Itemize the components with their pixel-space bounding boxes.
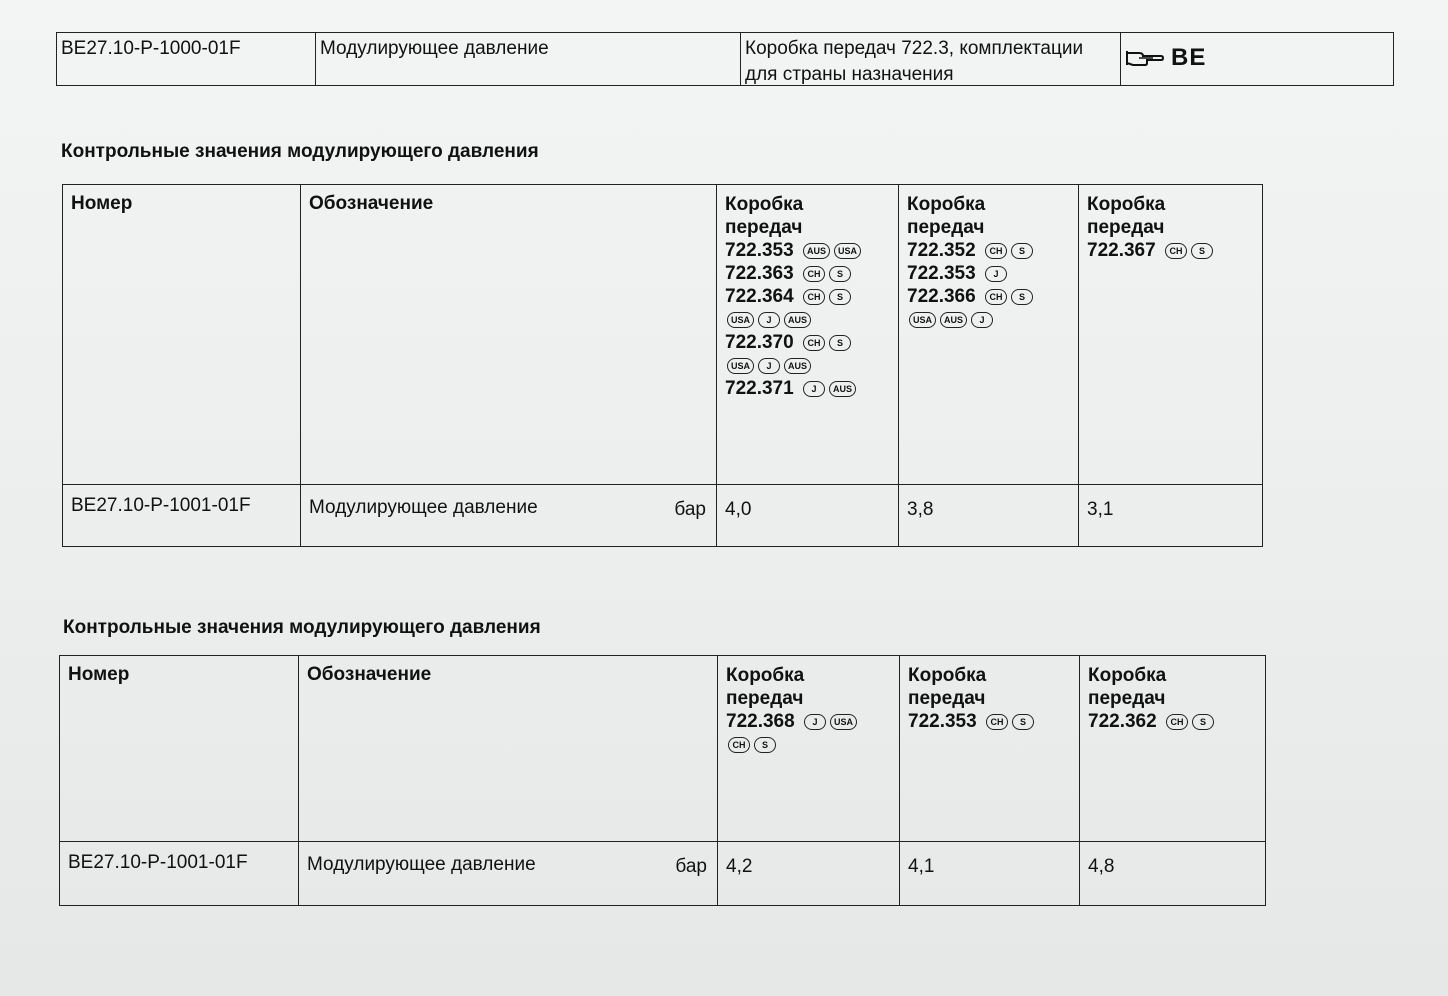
section-title-2: Контрольные значения модулирующего давления xyxy=(63,617,541,638)
country-code-badge: J xyxy=(804,714,826,730)
col-designation-header: Обозначение xyxy=(299,656,718,842)
gearbox-model-line xyxy=(725,377,890,400)
gearbox-model-line xyxy=(725,262,890,285)
gearbox-model: 722.368 xyxy=(726,711,795,732)
section-title-1: Контрольные значения модулирующего давления xyxy=(61,141,539,162)
country-code-badge: J xyxy=(758,312,780,328)
country-code-badge: CH xyxy=(985,289,1007,305)
header-doc-id: BE27.10-P-1000-01F xyxy=(57,33,316,85)
value-cell-1: 4,0 xyxy=(717,485,899,547)
gearbox-model-line xyxy=(1088,710,1257,733)
country-code-badge: CH xyxy=(728,737,750,753)
country-code-badge: CH xyxy=(803,289,825,305)
row-unit: бар xyxy=(675,856,707,877)
value-cell-2: 3,8 xyxy=(899,485,1079,547)
gearbox-model: 722.371 xyxy=(725,378,794,399)
country-code-badge: S xyxy=(1012,714,1034,730)
col-number-header: Номер xyxy=(63,185,301,485)
country-code-badge: USA xyxy=(727,312,754,328)
gearbox-list xyxy=(1087,193,1254,262)
gearbox-label: передач xyxy=(726,688,804,709)
country-code-badge: S xyxy=(1191,243,1213,259)
pointing-hand-icon xyxy=(1125,47,1165,69)
table-header-row xyxy=(60,656,1266,842)
header-tag-cell xyxy=(1121,33,1393,85)
values-table-1 xyxy=(62,184,1263,547)
country-code-badge: AUS xyxy=(829,381,856,397)
gearbox-model: 722.353 xyxy=(725,240,794,261)
gearbox-model-line xyxy=(725,239,890,262)
gearbox-list xyxy=(726,664,891,756)
col-gearbox-header-3 xyxy=(1079,185,1263,485)
gearbox-model-line xyxy=(907,262,1070,285)
row-designation-cell xyxy=(299,842,718,906)
country-code-badge: S xyxy=(829,289,851,305)
header-topic: Модулирующее давление xyxy=(316,33,741,85)
gearbox-model-line xyxy=(907,239,1070,262)
country-code-badge: J xyxy=(758,358,780,374)
country-code-badge: J xyxy=(985,266,1007,282)
gearbox-model: 722.352 xyxy=(907,240,976,261)
gearbox-label: Коробка xyxy=(907,194,986,215)
gearbox-model: 722.366 xyxy=(907,286,976,307)
country-code-badge: AUS xyxy=(784,312,811,328)
col-gearbox-header-2 xyxy=(899,185,1079,485)
table-header-row xyxy=(63,185,1263,485)
col-gearbox-header-1 xyxy=(718,656,900,842)
value-cell-2: 4,1 xyxy=(900,842,1080,906)
country-code-badge: CH xyxy=(985,243,1007,259)
col-gearbox-header-2 xyxy=(900,656,1080,842)
value-cell-1: 4,2 xyxy=(718,842,900,906)
country-code-badge: AUS xyxy=(940,312,967,328)
country-code-badge: J xyxy=(971,312,993,328)
gearbox-label: передач xyxy=(907,217,985,238)
gearbox-model: 722.363 xyxy=(725,263,794,284)
gearbox-model-line xyxy=(726,710,891,733)
values-table-2 xyxy=(59,655,1266,906)
gearbox-model: 722.367 xyxy=(1087,240,1156,261)
gearbox-label: Коробка xyxy=(726,665,805,686)
country-code-badge: CH xyxy=(1165,243,1187,259)
row-designation: Модулирующее давление xyxy=(307,854,536,875)
country-code-badge: S xyxy=(1011,243,1033,259)
country-code-badge: USA xyxy=(834,243,861,259)
value-cell-3: 4,8 xyxy=(1080,842,1266,906)
gearbox-list xyxy=(725,193,890,400)
gearbox-model-line xyxy=(725,285,890,308)
gearbox-label: Коробка xyxy=(725,194,804,215)
gearbox-model: 722.364 xyxy=(725,286,794,307)
gearbox-model: 722.353 xyxy=(908,711,977,732)
gearbox-model-line xyxy=(725,331,890,354)
gearbox-model: 722.362 xyxy=(1088,711,1157,732)
header-tag: BE xyxy=(1171,43,1207,71)
gearbox-model-line xyxy=(726,733,891,756)
gearbox-model: 722.353 xyxy=(907,263,976,284)
gearbox-model-line xyxy=(907,285,1070,308)
country-code-badge: USA xyxy=(909,312,936,328)
country-code-badge: AUS xyxy=(784,358,811,374)
country-code-badge: CH xyxy=(986,714,1008,730)
gearbox-label: передач xyxy=(908,688,986,709)
country-code-badge: CH xyxy=(803,266,825,282)
country-code-badge: CH xyxy=(803,335,825,351)
country-code-badge: USA xyxy=(830,714,857,730)
table-row xyxy=(60,842,1266,906)
gearbox-model-line xyxy=(907,308,1070,331)
country-code-badge: AUS xyxy=(803,243,830,259)
country-code-badge: S xyxy=(754,737,776,753)
country-code-badge: USA xyxy=(727,358,754,374)
gearbox-model: 722.370 xyxy=(725,332,794,353)
row-number: BE27.10-P-1001-01F xyxy=(60,842,299,906)
gearbox-list xyxy=(908,664,1071,733)
col-gearbox-header-1 xyxy=(717,185,899,485)
country-code-badge: CH xyxy=(1166,714,1188,730)
row-number: BE27.10-P-1001-01F xyxy=(63,485,301,547)
col-number-header: Номер xyxy=(60,656,299,842)
value-cell-3: 3,1 xyxy=(1079,485,1263,547)
col-gearbox-header-3 xyxy=(1080,656,1266,842)
table-row xyxy=(63,485,1263,547)
row-designation-cell xyxy=(301,485,717,547)
gearbox-list xyxy=(1088,664,1257,733)
country-code-badge: S xyxy=(829,335,851,351)
gearbox-model-line xyxy=(1087,239,1254,262)
gearbox-label: Коробка xyxy=(1087,194,1166,215)
gearbox-model-line xyxy=(725,354,890,377)
country-code-badge: S xyxy=(1011,289,1033,305)
document-header xyxy=(56,32,1394,86)
gearbox-model-line xyxy=(908,710,1071,733)
row-unit: бар xyxy=(674,499,706,520)
gearbox-label: передач xyxy=(725,217,803,238)
gearbox-label: Коробка xyxy=(908,665,987,686)
gearbox-list xyxy=(907,193,1070,331)
gearbox-label: Коробка xyxy=(1088,665,1167,686)
country-code-badge: S xyxy=(1192,714,1214,730)
header-scope: Коробка передач 722.3, комплектации для страны назначения xyxy=(741,33,1121,85)
col-designation-header: Обозначение xyxy=(301,185,717,485)
gearbox-model-line xyxy=(725,308,890,331)
country-code-badge: J xyxy=(803,381,825,397)
gearbox-label: передач xyxy=(1087,217,1165,238)
gearbox-label: передач xyxy=(1088,688,1166,709)
row-designation: Модулирующее давление xyxy=(309,497,538,518)
country-code-badge: S xyxy=(829,266,851,282)
